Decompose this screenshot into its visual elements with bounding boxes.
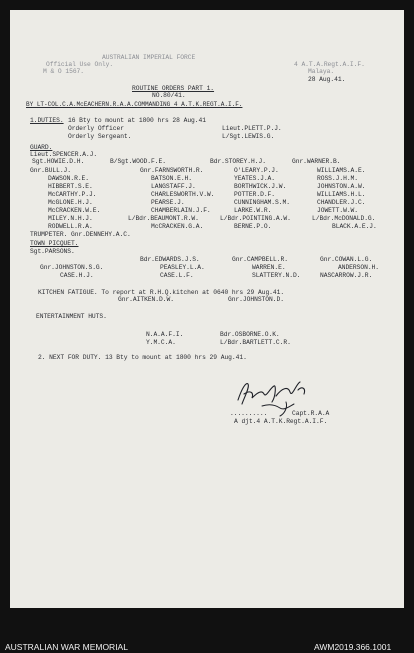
picquet-cell: Bdr.EDWARDS.J.S. [140, 256, 200, 263]
header-unit: 4 A.T.A.Regt.A.I.F. [294, 61, 365, 68]
entertainment-venue: N.A.A.F.I. [146, 331, 184, 338]
guard-cell: Sgt.HOWIE.D.H. [32, 158, 85, 165]
orders-authority: BY LT-COL.C.A.McEACHERN.R.A.A.COMMANDING 4 A.T.K.REGT.A.I.F. [26, 101, 243, 108]
signature-dots: .......... [230, 410, 268, 417]
guard-cell: Gnr.FARNSWORTH.R. [140, 167, 204, 174]
picquet-cell: PEASLEY.L.A. [160, 264, 205, 271]
picquet-cell: CASE.H.J. [60, 272, 94, 279]
guard-cell: L/Bdr.BEAUMONT.R.W. [128, 215, 199, 222]
guard-cell: McCRACKEN.W.E. [48, 207, 101, 214]
guard-cell: WILLIAMS.H.L. [317, 191, 366, 198]
entertainment-name: Bdr.OSBORNE.O.K. [220, 331, 280, 338]
town-picquet-heading: TOWN PICQUET. [30, 240, 79, 247]
header-reference: M & O 1567. [43, 68, 85, 75]
picquet-cell: Gnr.CAMPBELL.R. [232, 256, 288, 263]
picquet-cell: WARREN.E. [252, 264, 286, 271]
guard-cell: BERNE.P.O. [234, 223, 272, 230]
picquet-cell: CASE.L.F. [160, 272, 194, 279]
trumpeter: TRUMPETER. Gnr.DENNEHY.A.C. [30, 231, 131, 238]
header-location: Malaya. [308, 68, 335, 75]
picquet-cell: Gnr.COWAN.L.G. [320, 256, 373, 263]
guard-cell: CHANDLER.J.C. [317, 199, 366, 206]
guard-cell: BLACK.A.E.J. [332, 223, 377, 230]
guard-cell: CHAMBERLAIN.J.F. [151, 207, 211, 214]
picquet-cell: ANDERSON.H. [338, 264, 380, 271]
header-date: 28 Aug.41. [308, 76, 346, 83]
orderly-officer-name: Lieut.PLETT.P.J. [222, 125, 282, 132]
footer-accession-number: AWM2019.366.1001 [314, 642, 392, 652]
orders-number: NO.80/41. [152, 92, 186, 99]
guard-cell: BORTHWICK.J.W. [234, 183, 287, 190]
guard-cell: PEARSE.J. [151, 199, 185, 206]
guard-cell: McCRACKEN.G.A. [151, 223, 204, 230]
guard-cell: HIBBERT.S.E. [48, 183, 93, 190]
guard-cell: BATSON.E.H. [151, 175, 193, 182]
picquet-cell: SLATTERY.N.D. [252, 272, 301, 279]
guard-cell: L/Bdr.POINTING.A.W. [220, 215, 291, 222]
guard-cell: Gnr.BULL.J. [30, 167, 72, 174]
guard-cell: Bdr.STOREY.H.J. [210, 158, 266, 165]
guard-cell: DAWSON.R.E. [48, 175, 90, 182]
guard-cell: Gnr.WARNER.B. [292, 158, 341, 165]
guard-cell: CUNNINGHAM.S.M. [234, 199, 290, 206]
kitchen-fatigue: KITCHEN FATIGUE. To report at R.H.Q.kitchen at 0640 hrs 29 Aug.41. [38, 289, 285, 296]
duties-text: 16 Bty to mount at 1800 hrs 28 Aug.41 [68, 117, 206, 124]
guard-cell: O'LEARY.P.J. [234, 167, 279, 174]
signature-appointment: A djt.4 A.T.K.Regt.A.I.F. [234, 418, 328, 425]
guard-cell: WILLIAMS.A.E. [317, 167, 366, 174]
picquet-cell: Gnr.JOHNSTON.S.G. [40, 264, 104, 271]
guard-cell: JOWETT.W.W. [317, 207, 359, 214]
entertainment-heading: ENTERTAINMENT HUTS. [36, 313, 107, 320]
guard-cell: JOHNSTON.A.W. [317, 183, 366, 190]
picquet-cell: NASCARROW.J.R. [320, 272, 373, 279]
duties-heading: 1.DUTIES. [30, 117, 64, 124]
entertainment-name: L/Bdr.BARTLETT.C.R. [220, 339, 291, 346]
orderly-sergeant-label: Orderly Sergeant. [68, 133, 132, 140]
next-for-duty: 2. NEXT FOR DUTY. 13 Bty to mount at 1800 hrs 29 Aug.41. [38, 354, 247, 361]
guard-cell: LANGSTAFF.J. [151, 183, 196, 190]
signature-rank: Capt.R.A.A [292, 410, 330, 417]
guard-cell: Lieut.SPENCER.A.J. [30, 151, 98, 158]
entertainment-venue: Y.M.C.A. [146, 339, 176, 346]
guard-cell: YEATES.J.A. [234, 175, 276, 182]
footer-institution: AUSTRALIAN WAR MEMORIAL [5, 642, 128, 652]
orderly-sergeant-name: L/Sgt.LEWIS.G. [222, 133, 275, 140]
guard-cell: McCARTHY.P.J. [48, 191, 97, 198]
guard-cell: POTTER.D.F. [234, 191, 276, 198]
orders-title: ROUTINE ORDERS PART 1. [132, 85, 215, 92]
guard-cell: RODWELL.R.A. [48, 223, 93, 230]
guard-cell: B/Sgt.WOOD.F.E. [110, 158, 166, 165]
guard-cell: LARKE.W.R. [234, 207, 272, 214]
document-page [10, 10, 404, 608]
orderly-officer-label: Orderly Officer [68, 125, 124, 132]
guard-cell: L/Bdr.McDONALD.G. [312, 215, 376, 222]
picquet-cell: Sgt.PARSONS. [30, 248, 75, 255]
guard-heading: GUARD. [30, 144, 53, 151]
guard-cell: CHARLESWORTH.V.W. [151, 191, 215, 198]
guard-cell: MILEY.N.H.J. [48, 215, 93, 222]
guard-cell: McGLONE.H.J. [48, 199, 93, 206]
header-security-marking: Official Use Only. [46, 61, 114, 68]
kitchen-name-right: Gnr.JOHNSTON.D. [228, 296, 284, 303]
guard-cell: ROSS.J.H.M. [317, 175, 359, 182]
kitchen-name-left: Gnr.AITKEN.D.W. [118, 296, 174, 303]
header-org: AUSTRALIAN IMPERIAL FORCE [102, 54, 196, 61]
